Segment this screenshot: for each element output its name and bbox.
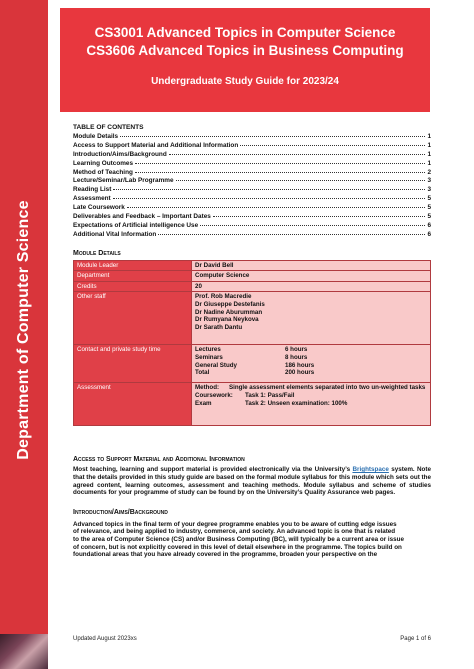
main-content: [73, 124, 431, 559]
module-leader-value: Dr David Bell: [192, 260, 431, 271]
toc-title: TABLE OF CONTENTS: [73, 124, 144, 131]
department-value: Computer Science: [192, 271, 431, 282]
contact-time-value: [192, 345, 431, 383]
brightspace-link[interactable]: Brightspace: [352, 466, 389, 474]
toc-item[interactable]: Assessment 5: [73, 195, 431, 203]
student-photo: [0, 634, 48, 669]
table-row: [74, 271, 431, 282]
title-banner: [60, 8, 430, 112]
department-vertical-title: Department of Computer Science: [15, 200, 32, 460]
table-row: [74, 292, 431, 345]
staff-member: Prof. Rob Macredie: [195, 293, 252, 301]
table-of-contents: [73, 133, 431, 240]
other-staff-label: Other staff: [74, 292, 192, 345]
staff-member: Dr Nadine Aburumman: [195, 308, 263, 316]
toc-item[interactable]: Lecture/Seminar/Lab Programme 3: [73, 177, 431, 185]
toc-item[interactable]: Reading List 3: [73, 186, 431, 194]
other-staff-value: [192, 292, 431, 345]
toc-item[interactable]: Late Coursework 5: [73, 204, 431, 212]
staff-member: Dr Giuseppe Destefanis: [195, 301, 265, 309]
toc-item[interactable]: Introduction/Aims/Background 1: [73, 150, 431, 158]
updated-date: Updated August 2023xs: [73, 636, 137, 642]
contact-row: Lectures 6 hours: [195, 346, 308, 354]
assessment-label: Assessment: [74, 383, 192, 426]
side-banner: [0, 0, 48, 669]
table-row: [74, 260, 431, 271]
toc-item[interactable]: Deliverables and Feedback – Important Dates 5: [73, 213, 431, 221]
department-label: Department: [74, 271, 192, 282]
table-row: [74, 383, 431, 426]
table-row: [74, 281, 431, 292]
credits-value: 20: [192, 281, 431, 292]
contact-row: Seminars 8 hours: [195, 354, 308, 362]
page-number: Page 1 of 6: [400, 636, 431, 642]
staff-member: Dr Sarath Dantu: [195, 323, 243, 331]
table-row: [74, 345, 431, 383]
contact-time-label: Contact and private study time: [74, 345, 192, 383]
toc-item[interactable]: Additional Vital Information 6: [73, 230, 431, 238]
toc-item[interactable]: Module Details 1: [73, 133, 431, 140]
contact-row: Total 200 hours: [195, 369, 315, 377]
credits-label: Credits: [74, 281, 192, 292]
contact-row: General Study 186 hours: [195, 361, 315, 369]
toc-item[interactable]: Expectations of Artificial intelligence Use 6: [73, 221, 431, 229]
title-line-1: CS3001 Advanced Topics in Computer Science: [94, 25, 396, 40]
assessment-exam: Exam Task 2: Unseen examination: 100%: [195, 399, 348, 407]
module-details-table: [73, 260, 431, 427]
toc-item[interactable]: Learning Outcomes 1: [73, 159, 431, 167]
toc-item[interactable]: Method of Teaching 2: [73, 168, 431, 176]
assessment-method: Method: Single assessment elements separated into two un-weighted tasks: [195, 384, 426, 392]
intro-heading: Introduction/Aims/Background: [73, 508, 168, 516]
title-line-2: CS3606 Advanced Topics in Business Computing: [86, 43, 404, 58]
study-guide-subtitle: Undergraduate Study Guide for 2023/24: [151, 76, 339, 87]
access-paragraph: Most teaching, learning and support material is provided electronically via the University’s Brightspace system. Note that the details provided in this study guide are based on the formal module syllabus for this module which sets out the agreed content, learning outcomes, assessment and teaching methods. Module syllabus and scheme of studies documents for your programme of study can be found by on the University’s Quality Assurance web pages.: [73, 466, 432, 497]
module-leader-label: Module Leader: [74, 260, 192, 271]
assessment-value: [192, 383, 431, 426]
intro-paragraph: Advanced topics in the final term of your degree programme enables you to be aware of cutting edge issues of relevance, and being applied to industry, commerce, and society. An advanced topic is one that is related to the area of Computer Science (CS) and/or Business Computing (BC), will typically be a current area or issue of concern, but is not explicitly covered in this level of detail elsewhere in the programme. The topics build on foundational areas that you have already covered in the programme, broaden your perspective on the: [73, 520, 405, 559]
page-footer: [73, 636, 431, 642]
toc-item[interactable]: Access to Support Material and Additional Information 1: [73, 141, 431, 149]
module-details-heading: Module Details: [73, 249, 121, 257]
staff-member: Dr Rumyana Neykova: [195, 316, 259, 324]
assessment-coursework: Coursework: Task 1: Pass/Fail: [195, 392, 295, 400]
access-heading: Access to Support Material and Additional Information: [73, 456, 245, 464]
